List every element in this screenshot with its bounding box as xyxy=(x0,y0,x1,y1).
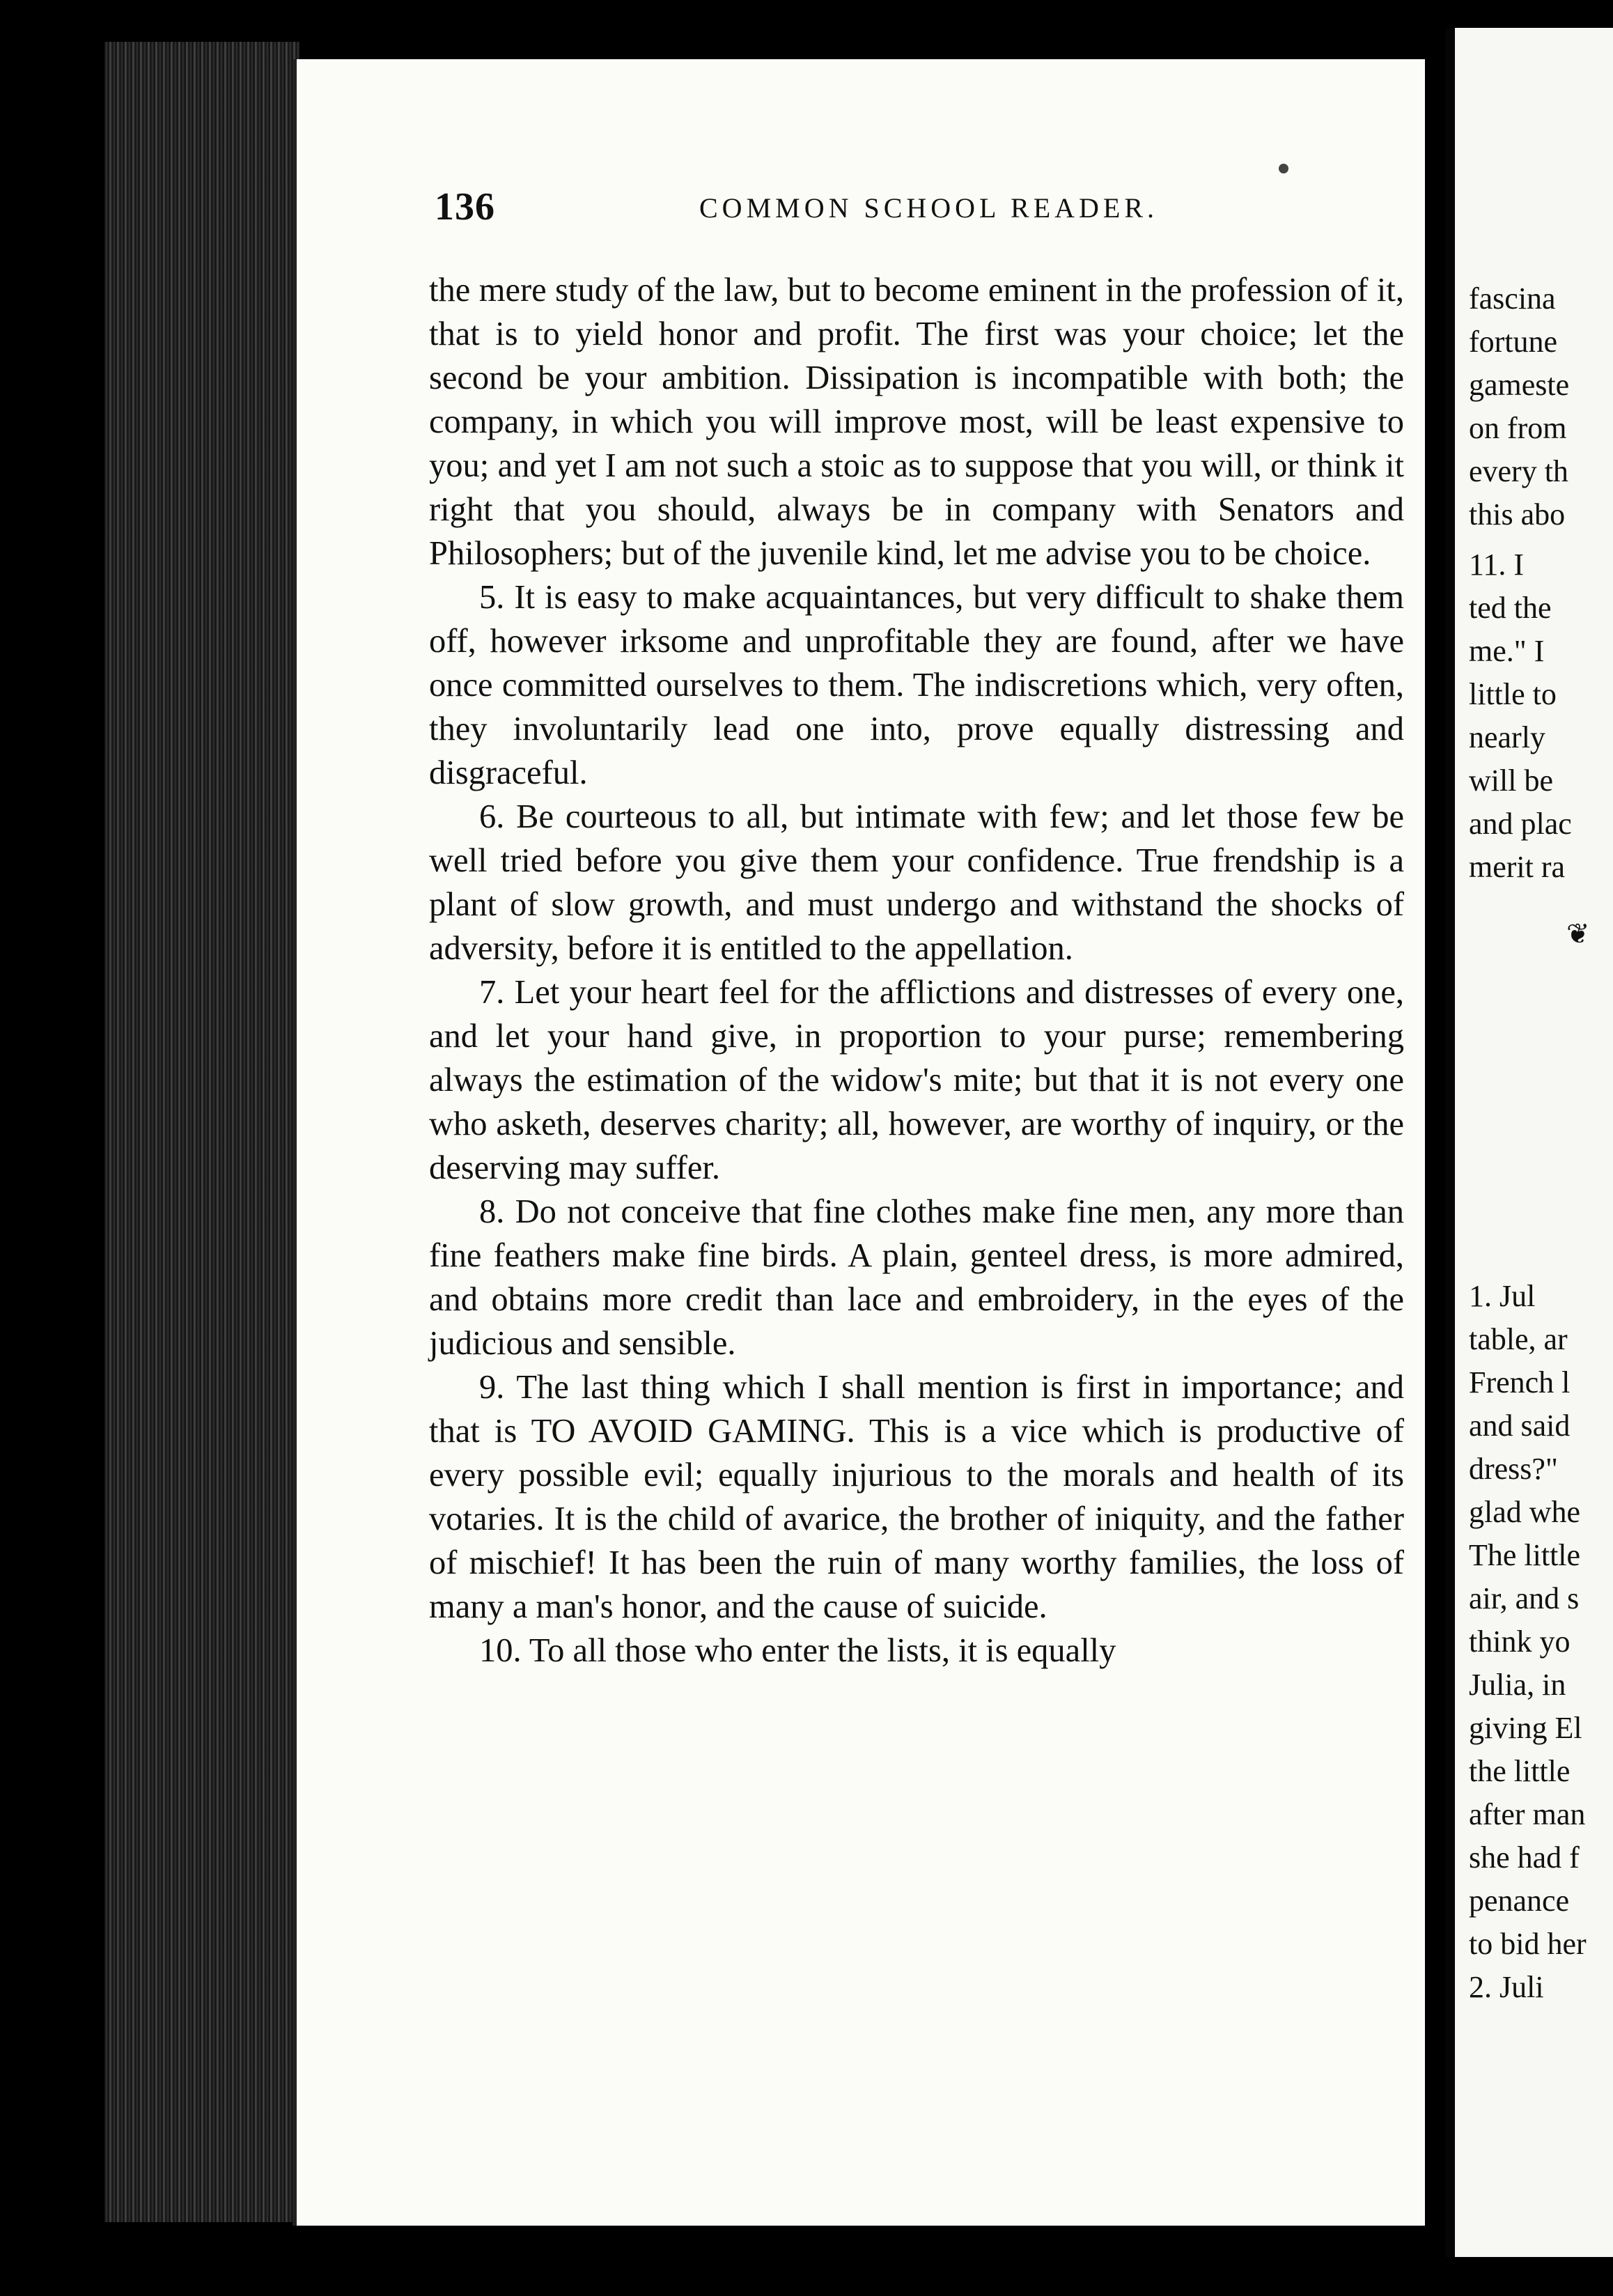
paragraph-continuation: the mere study of the law, but to become eminent in the profession of it, that is to yield honor and profit. The first was your choice; let the second be your ambition. Dissipation is incompatible with both; the company, in which you will improve most, will be least expensive to you; and yet I am not such a stoic as to suppose that you will, or think it right that you should, always be in company with Senators and Philosophers; but of the juvenile kind, let me advise you to be choice. xyxy=(429,272,1404,572)
page-number: 136 xyxy=(435,185,495,228)
paragraph-7: 7. Let your heart feel for the afflictions and distresses of every one, and let your hand give, in proportion to your purse; remembering always the estimation of the widow's mite; but that it is not every one who asketh, deserves charity; all, however, are worthy of inquiry, or the deserving may suffer. xyxy=(429,974,1404,1186)
page-header xyxy=(435,185,1389,247)
fragment-line: fascina xyxy=(1469,281,1556,316)
fragment-line: air, and s xyxy=(1469,1581,1580,1615)
ornament-icon: ❦ xyxy=(1566,918,1590,949)
fragment-line: Julia, in xyxy=(1469,1668,1566,1702)
fragment-line: 11. I xyxy=(1469,548,1525,582)
fragment-line: the little xyxy=(1469,1754,1571,1788)
fragment-line: table, ar xyxy=(1469,1322,1568,1356)
fragment-line: to bid her xyxy=(1469,1927,1587,1961)
paragraph-6: 6. Be courteous to all, but intimate with few; and let those few be well tried before you give them your confidence. True frendship is a plant of slow growth, and must undergo and withstand the shocks of adversity, before it is entitled to the appellation. xyxy=(429,798,1404,967)
fragment-line: glad whe xyxy=(1469,1495,1581,1529)
running-title: COMMON SCHOOL READER. xyxy=(699,192,1159,224)
fragment-line: and plac xyxy=(1469,807,1572,841)
fragment-line: every th xyxy=(1469,454,1568,488)
book-edge-shadow xyxy=(104,42,299,2222)
fragment-line: 2. Juli xyxy=(1469,1970,1544,2004)
fragment-line: ted the xyxy=(1469,591,1552,625)
fragment-line: will be xyxy=(1469,763,1553,798)
fragment-line: this abo xyxy=(1469,497,1566,532)
paragraph-8: 8. Do not conceive that fine clothes make fine men, any more than fine feathers make fine birds. A plain, genteel dress, is more admired, and obtains more credit than lace and embroidery, in the eyes of the judicious and sensible. xyxy=(429,1193,1404,1362)
fragment-line: giving El xyxy=(1469,1711,1582,1745)
ink-blot xyxy=(1279,164,1288,173)
fragment-line: and said xyxy=(1469,1409,1571,1443)
fragment-line: gameste xyxy=(1469,368,1570,402)
fragment-line: 1. Jul xyxy=(1469,1279,1536,1313)
fragment-line: merit ra xyxy=(1469,850,1566,884)
fragment-line: The little xyxy=(1469,1538,1581,1572)
fragment-line: she had f xyxy=(1469,1840,1580,1875)
paragraph-9: 9. The last thing which I shall mention is first in importance; and that is TO AVOID GAMING. This is a vice which is productive of every possible evil; equally injurious to the morals and health of its votaries. It is the child of avarice, the brother of iniquity, and the father of mischief! It has been the ruin of many worthy families, the loss of many a man's honor, and the cause of suicide. xyxy=(429,1369,1404,1625)
fragment-line: French l xyxy=(1469,1365,1571,1399)
fragment-line: on from xyxy=(1469,411,1567,445)
body-text xyxy=(429,268,1404,1673)
right-page xyxy=(1445,28,1613,2257)
fragment-line: after man xyxy=(1469,1797,1586,1831)
fragment-line: nearly xyxy=(1469,720,1545,754)
fragment-line: think yo xyxy=(1469,1624,1571,1659)
fragment-line: fortune xyxy=(1469,325,1558,359)
left-page xyxy=(293,59,1425,2226)
paragraph-5: 5. It is easy to make acquaintances, but very difficult to shake them off, however irksome and unprofitable they are found, after we have once committed ourselves to them. The indiscretions which, very often, they involuntarily lead one into, prove equally distressing and disgraceful. xyxy=(429,579,1404,791)
paragraph-10: 10. To all those who enter the lists, it is equally xyxy=(479,1632,1116,1669)
fragment-line: little to xyxy=(1469,677,1557,711)
fragment-line: me." I xyxy=(1469,634,1545,668)
fragment-line: penance xyxy=(1469,1884,1570,1918)
fragment-line: dress?" xyxy=(1469,1452,1558,1486)
